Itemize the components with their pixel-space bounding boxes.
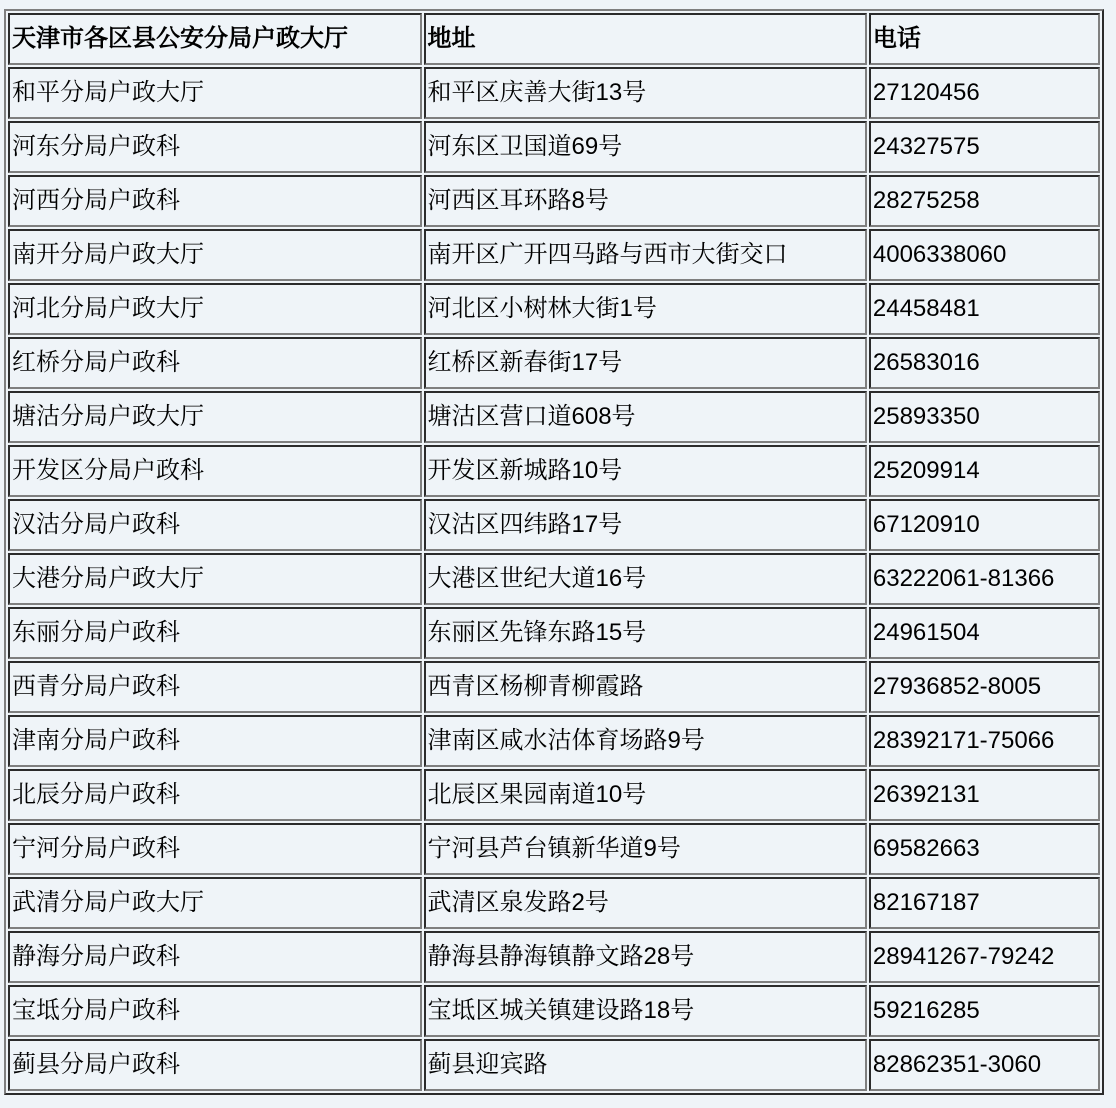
cell-phone: 26583016 [869, 337, 1100, 389]
cell-phone: 63222061-81366 [869, 553, 1100, 605]
cell-bureau: 河西分局户政科 [8, 175, 422, 227]
table-row [8, 67, 1100, 119]
table-row [8, 121, 1100, 173]
cell-address: 北辰区果园南道10号 [424, 769, 867, 821]
cell-phone: 25209914 [869, 445, 1100, 497]
cell-bureau: 宝坻分局户政科 [8, 985, 422, 1037]
cell-phone: 26392131 [869, 769, 1100, 821]
cell-bureau: 东丽分局户政科 [8, 607, 422, 659]
cell-phone: 69582663 [869, 823, 1100, 875]
cell-bureau: 蓟县分局户政科 [8, 1039, 422, 1091]
cell-address: 和平区庆善大街13号 [424, 67, 867, 119]
table-row [8, 607, 1100, 659]
cell-address: 河东区卫国道69号 [424, 121, 867, 173]
cell-phone: 82167187 [869, 877, 1100, 929]
cell-bureau: 河北分局户政大厅 [8, 283, 422, 335]
table-row [8, 391, 1100, 443]
cell-phone: 24458481 [869, 283, 1100, 335]
cell-bureau: 开发区分局户政科 [8, 445, 422, 497]
cell-bureau: 西青分局户政科 [8, 661, 422, 713]
cell-address: 武清区泉发路2号 [424, 877, 867, 929]
cell-phone: 28275258 [869, 175, 1100, 227]
table-row [8, 769, 1100, 821]
cell-address: 汉沽区四纬路17号 [424, 499, 867, 551]
cell-address: 大港区世纪大道16号 [424, 553, 867, 605]
table-row [8, 445, 1100, 497]
cell-phone: 28392171-75066 [869, 715, 1100, 767]
table-row [8, 931, 1100, 983]
cell-phone: 27936852-8005 [869, 661, 1100, 713]
cell-bureau: 塘沽分局户政大厅 [8, 391, 422, 443]
cell-address: 东丽区先锋东路15号 [424, 607, 867, 659]
cell-address: 西青区杨柳青柳霞路 [424, 661, 867, 713]
cell-phone: 27120456 [869, 67, 1100, 119]
cell-address: 塘沽区营口道608号 [424, 391, 867, 443]
cell-phone: 59216285 [869, 985, 1100, 1037]
page-content [4, 9, 1104, 1095]
table-row [8, 229, 1100, 281]
table-row [8, 1039, 1100, 1091]
cell-bureau: 南开分局户政大厅 [8, 229, 422, 281]
table-row [8, 877, 1100, 929]
header-cell-bureau: 天津市各区县公安分局户政大厅 [8, 13, 422, 65]
cell-phone: 67120910 [869, 499, 1100, 551]
cell-address: 河西区耳环路8号 [424, 175, 867, 227]
table-row [8, 499, 1100, 551]
cell-bureau: 汉沽分局户政科 [8, 499, 422, 551]
table-row [8, 715, 1100, 767]
cell-bureau: 和平分局户政大厅 [8, 67, 422, 119]
cell-phone: 82862351-3060 [869, 1039, 1100, 1091]
table-row [8, 337, 1100, 389]
table-header-row [8, 13, 1100, 65]
table-row [8, 283, 1100, 335]
cell-phone: 4006338060 [869, 229, 1100, 281]
header-cell-phone: 电话 [869, 13, 1100, 65]
cell-address: 津南区咸水沽体育场路9号 [424, 715, 867, 767]
cell-bureau: 北辰分局户政科 [8, 769, 422, 821]
cell-address: 南开区广开四马路与西市大街交口 [424, 229, 867, 281]
cell-address: 静海县静海镇静文路28号 [424, 931, 867, 983]
cell-address: 红桥区新春街17号 [424, 337, 867, 389]
cell-bureau: 静海分局户政科 [8, 931, 422, 983]
header-cell-address: 地址 [424, 13, 867, 65]
cell-phone: 25893350 [869, 391, 1100, 443]
cell-bureau: 河东分局户政科 [8, 121, 422, 173]
cell-address: 宝坻区城关镇建设路18号 [424, 985, 867, 1037]
cell-phone: 28941267-79242 [869, 931, 1100, 983]
cell-address: 开发区新城路10号 [424, 445, 867, 497]
cell-bureau: 红桥分局户政科 [8, 337, 422, 389]
cell-phone: 24327575 [869, 121, 1100, 173]
table-row [8, 553, 1100, 605]
cell-bureau: 津南分局户政科 [8, 715, 422, 767]
cell-bureau: 大港分局户政大厅 [8, 553, 422, 605]
cell-bureau: 宁河分局户政科 [8, 823, 422, 875]
table-row [8, 823, 1100, 875]
cell-address: 河北区小树林大街1号 [424, 283, 867, 335]
cell-bureau: 武清分局户政大厅 [8, 877, 422, 929]
table-row [8, 661, 1100, 713]
police-household-registration-table [4, 9, 1104, 1095]
cell-address: 蓟县迎宾路 [424, 1039, 867, 1091]
cell-phone: 24961504 [869, 607, 1100, 659]
table-row [8, 175, 1100, 227]
table-row [8, 985, 1100, 1037]
cell-address: 宁河县芦台镇新华道9号 [424, 823, 867, 875]
